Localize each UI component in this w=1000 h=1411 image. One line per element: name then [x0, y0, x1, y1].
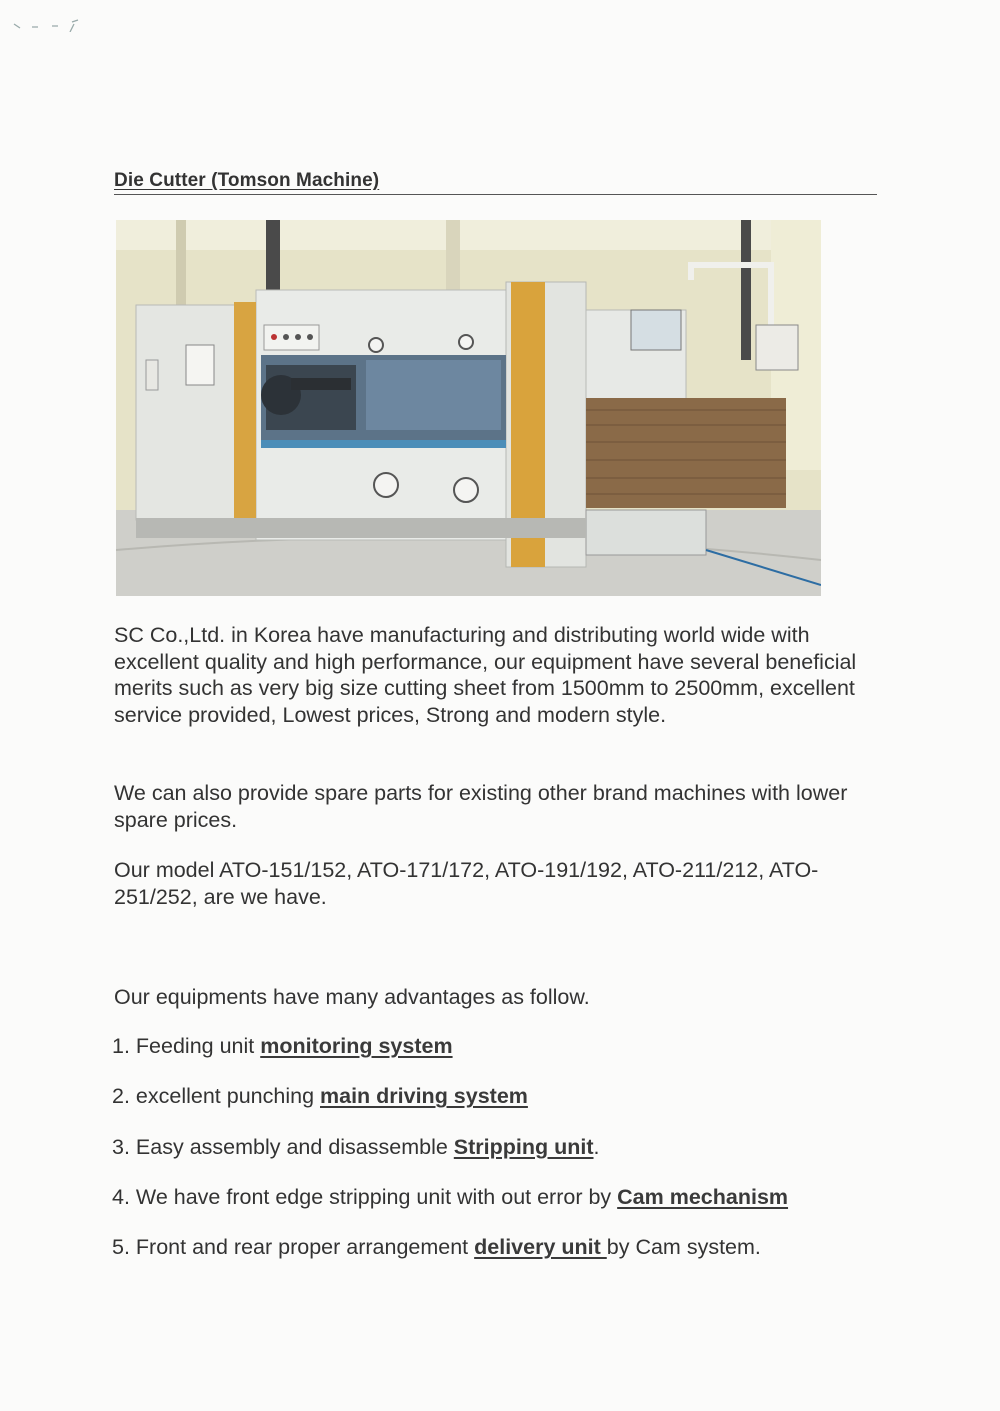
item-suffix: . — [593, 1134, 600, 1159]
intro-paragraph: SC Co.,Ltd. in Korea have manufacturing and distributing world wide with excellent quality and high performance, our equipment have several beneficial merits such as very big size cutting sheet from 1500mm to 2500mm, excellent service provided, Lowest prices, Strong and modern style. — [114, 623, 857, 727]
item-number: 5. — [112, 1235, 130, 1260]
list-item — [112, 1183, 892, 1233]
advantages-intro: Our equipments have many advantages as follow. — [114, 985, 590, 1009]
page-heading: Die Cutter (Tomson Machine) — [114, 170, 380, 191]
heading-rule — [114, 170, 877, 195]
item-highlight: monitoring system — [260, 1034, 453, 1058]
item-text: Feeding unit — [135, 1034, 261, 1058]
item-highlight: Stripping unit — [453, 1134, 594, 1159]
item-highlight: delivery unit — [474, 1235, 607, 1260]
item-text: Easy assembly and disassemble — [135, 1134, 454, 1159]
models-paragraph: Our model ATO-151/152, ATO-171/172, ATO-191/192, ATO-211/212, ATO-251/252, are we have. — [114, 858, 819, 909]
item-highlight: main driving system — [320, 1084, 528, 1109]
item-highlight: Cam mechanism — [617, 1184, 789, 1209]
item-number: 1. — [112, 1034, 130, 1058]
item-suffix: by Cam system. — [606, 1235, 761, 1260]
item-text: excellent punching — [135, 1084, 320, 1109]
list-item — [112, 1082, 892, 1132]
item-number: 3. — [112, 1134, 130, 1159]
spare-parts-paragraph: We can also provide spare parts for existing other brand machines with lower spare prices. — [114, 781, 848, 832]
list-item — [112, 1233, 892, 1283]
item-text: We have front edge stripping unit with out error by — [135, 1184, 618, 1209]
list-item — [112, 1133, 892, 1183]
item-text: Front and rear proper arrangement — [135, 1235, 475, 1260]
advantages-list — [112, 1032, 892, 1283]
item-number: 2. — [112, 1084, 130, 1109]
list-item — [112, 1032, 892, 1082]
scan-corner-mark — [12, 18, 82, 32]
machine-photo — [116, 220, 821, 596]
die-cutter-machine-icon — [116, 220, 821, 596]
item-number: 4. — [112, 1184, 130, 1209]
